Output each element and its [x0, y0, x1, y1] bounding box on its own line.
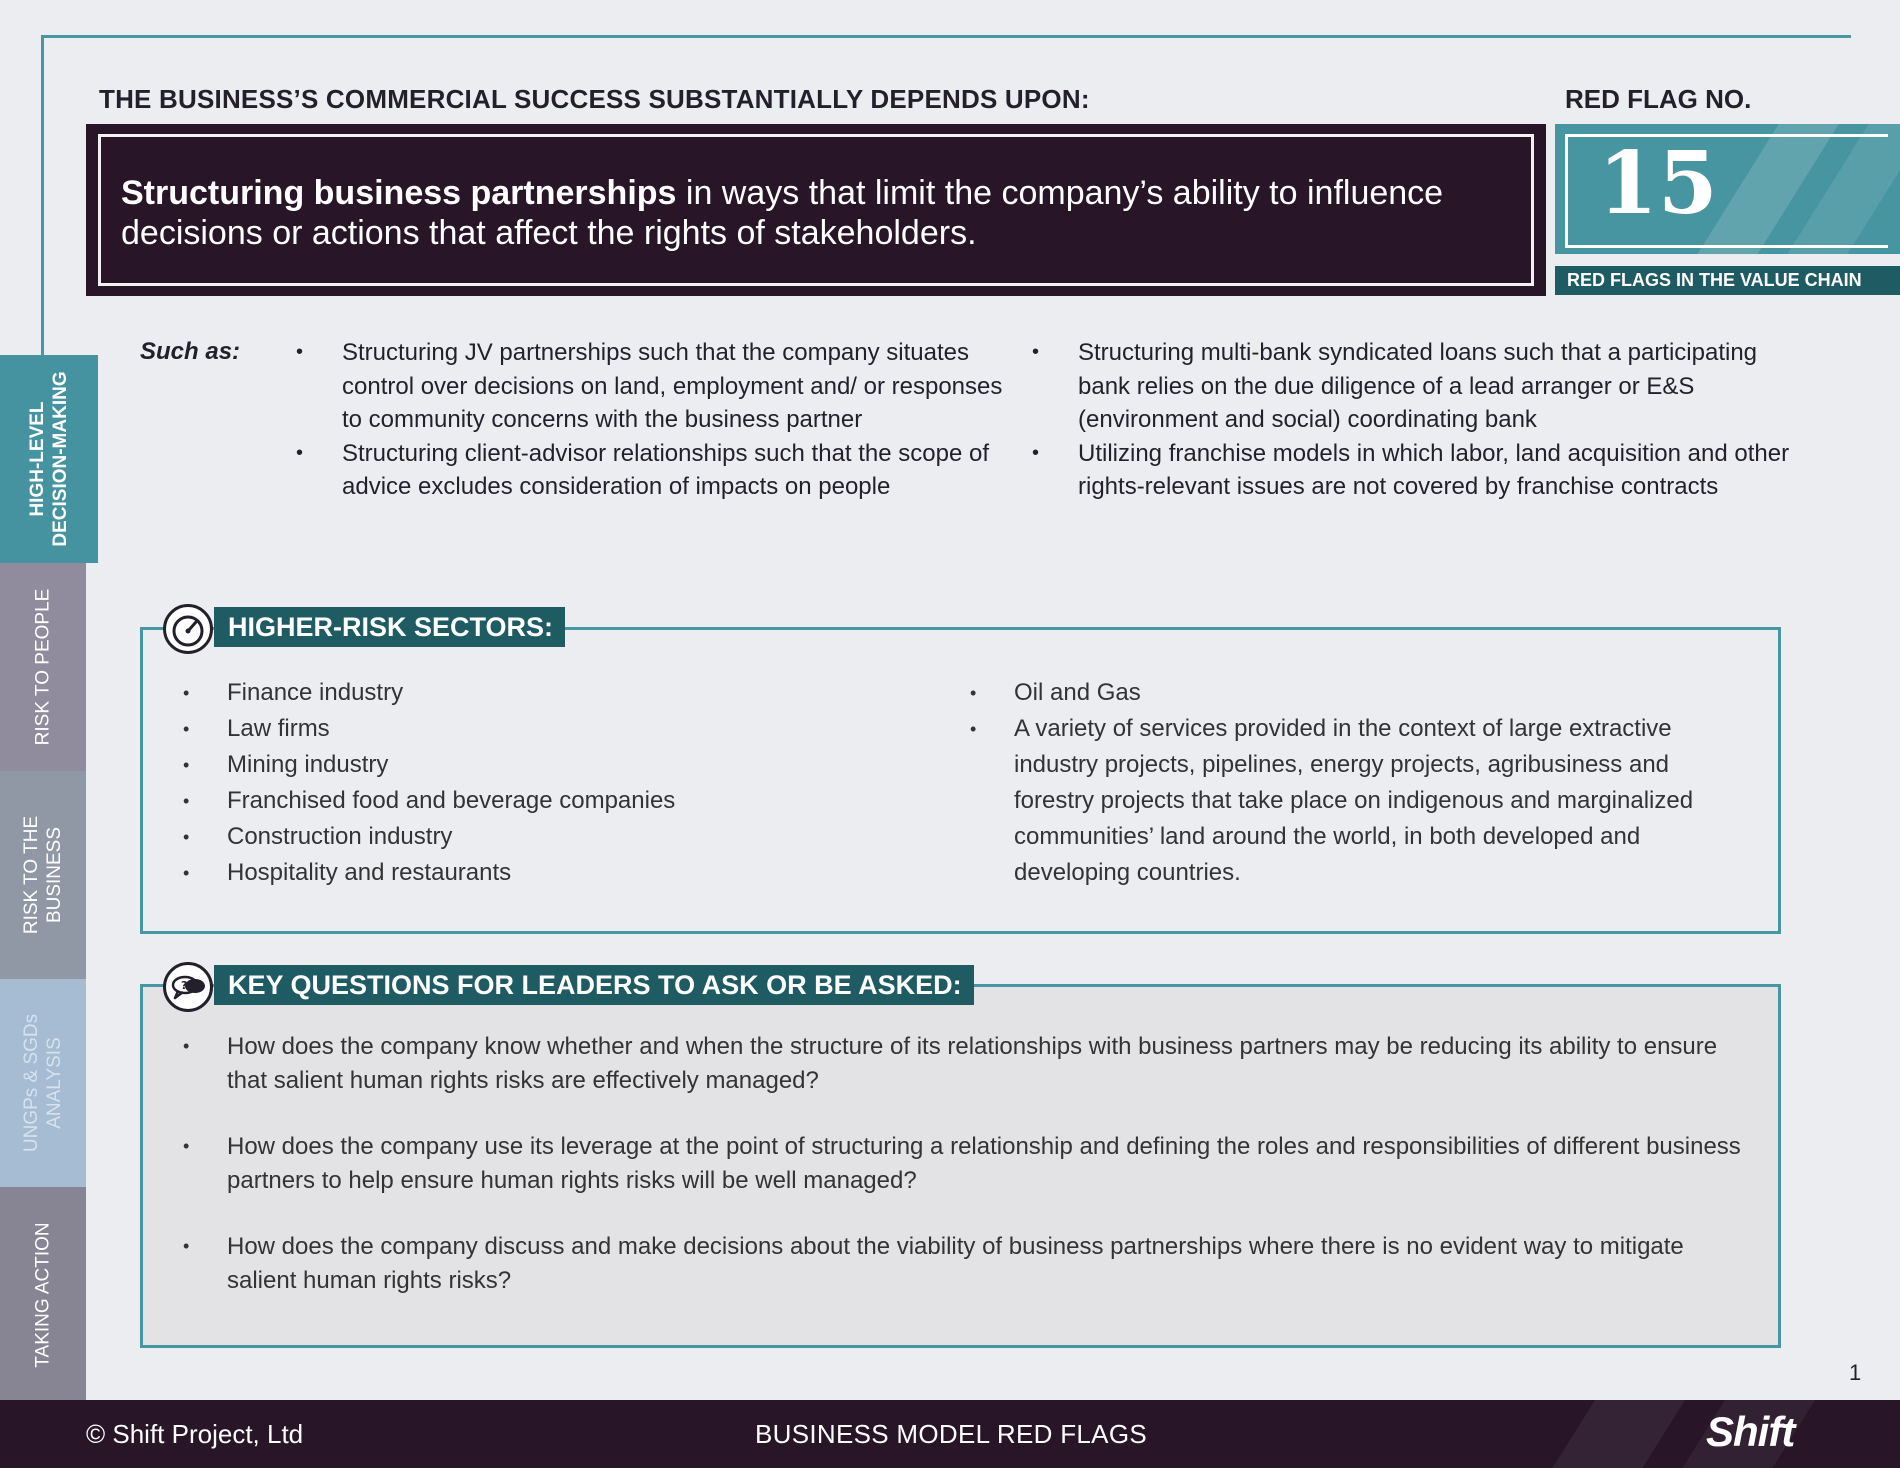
side-tab-label: HIGH-LEVEL DECISION-MAKING [27, 371, 71, 547]
such-as-list-left [296, 336, 1026, 504]
shift-logo: Shift [1706, 1408, 1795, 1455]
list-item: • Utilizing franchise models in which labor, land acquisition and other rights-relevant issues are not covered by franchise contracts [1032, 437, 1792, 504]
page-headline: THE BUSINESS’S COMMERCIAL SUCCESS SUBSTANTIALLY DEPENDS UPON: [99, 84, 1090, 114]
key-questions-heading: KEY QUESTIONS FOR LEADERS TO ASK OR BE ASKED: [214, 965, 974, 1005]
list-item: • Structuring JV partnerships such that the company situates control over decisions on land, employment and/ or responses to community concerns with the business partner [296, 336, 1026, 437]
side-tab-label: TAKING ACTION [32, 1221, 54, 1368]
list-item: • Structuring client-advisor relationships such that the scope of advice excludes consideration of impacts on people [296, 437, 1026, 504]
list-item: • A variety of services provided in the context of large extractive industry projects, pipelines, energy projects, agribusiness and forestry projects that take place on indigenous and marginalized communities’ land around the world, in both developed and developing countries. [970, 711, 1730, 891]
sectors-list-right [970, 675, 1730, 891]
list-item: • Hospitality and restaurants [183, 855, 943, 891]
speech-bubbles-icon [163, 962, 213, 1012]
main-statement-border [98, 134, 1534, 286]
higher-risk-sectors-heading: HIGHER-RISK SECTORS: [214, 607, 565, 647]
gauge-icon [163, 604, 213, 654]
list-item: • Finance industry [183, 675, 943, 711]
question-item: • How does the company know whether and when the structure of its relationships with business partners may be reducing its ability to ensure that salient human rights risks are effectively managed? [183, 1030, 1743, 1097]
footer-title: BUSINESS MODEL RED FLAGS [755, 1419, 1147, 1449]
side-tab-label: RISK TO PEOPLE [32, 588, 54, 746]
side-tab-label: UNGPs & SGDs ANALYSIS [21, 1013, 65, 1153]
question-item: • How does the company use its leverage at the point of structuring a relationship and defining the roles and responsibilities of different business partners to help ensure human rights risks will be well managed? [183, 1130, 1743, 1197]
main-statement [121, 173, 1501, 253]
red-flag-number: 15 [1598, 133, 1718, 234]
side-tab-risk-to-the-business[interactable] [0, 771, 86, 979]
key-questions-list [183, 1030, 1743, 1330]
red-flag-label: RED FLAG NO. [1565, 84, 1752, 114]
red-flag-number-box [1555, 124, 1900, 254]
side-tab-high-level-decision-making[interactable] [0, 355, 98, 563]
red-flag-category: RED FLAGS IN THE VALUE CHAIN [1555, 266, 1900, 295]
list-item: • Structuring multi-bank syndicated loans such that a participating bank relies on the due diligence of a lead arranger or E&S (environment and social) coordinating bank [1032, 336, 1792, 437]
side-tab-ungps-sgds-analysis[interactable] [0, 979, 86, 1187]
question-item: • How does the company discuss and make decisions about the viability of business partnerships where there is no evident way to mitigate salient human rights risks? [183, 1230, 1743, 1297]
main-statement-bold: Structuring business partnerships [121, 174, 677, 212]
such-as-list-right [1032, 336, 1792, 504]
svg-text:?: ? [181, 979, 188, 992]
frame-left-line [41, 35, 44, 355]
side-tab-taking-action[interactable] [0, 1187, 86, 1402]
list-item: • Law firms [183, 711, 943, 747]
list-item: • Construction industry [183, 819, 943, 855]
such-as-label: Such as: [140, 338, 241, 365]
side-tab-risk-to-people[interactable] [0, 563, 86, 771]
main-statement-rest: in ways that limit the company’s ability to influence decisions or actions that affect the rights of stakeholders. [121, 174, 1444, 252]
copyright-text: © Shift Project, Ltd [86, 1419, 304, 1449]
list-item: • Mining industry [183, 747, 943, 783]
sectors-list-left [183, 675, 943, 891]
list-item: • Oil and Gas [970, 675, 1730, 711]
footer-bar [0, 1400, 1900, 1468]
frame-top-line [41, 35, 1851, 38]
red-flag-number-frame [1565, 134, 1888, 248]
page-number: 1 [1849, 1360, 1862, 1385]
decorative-stripe [1520, 1400, 1710, 1468]
list-item: • Franchised food and beverage companies [183, 783, 943, 819]
main-statement-box [86, 124, 1546, 296]
side-tab-label: RISK TO THE BUSINESS [21, 815, 65, 935]
